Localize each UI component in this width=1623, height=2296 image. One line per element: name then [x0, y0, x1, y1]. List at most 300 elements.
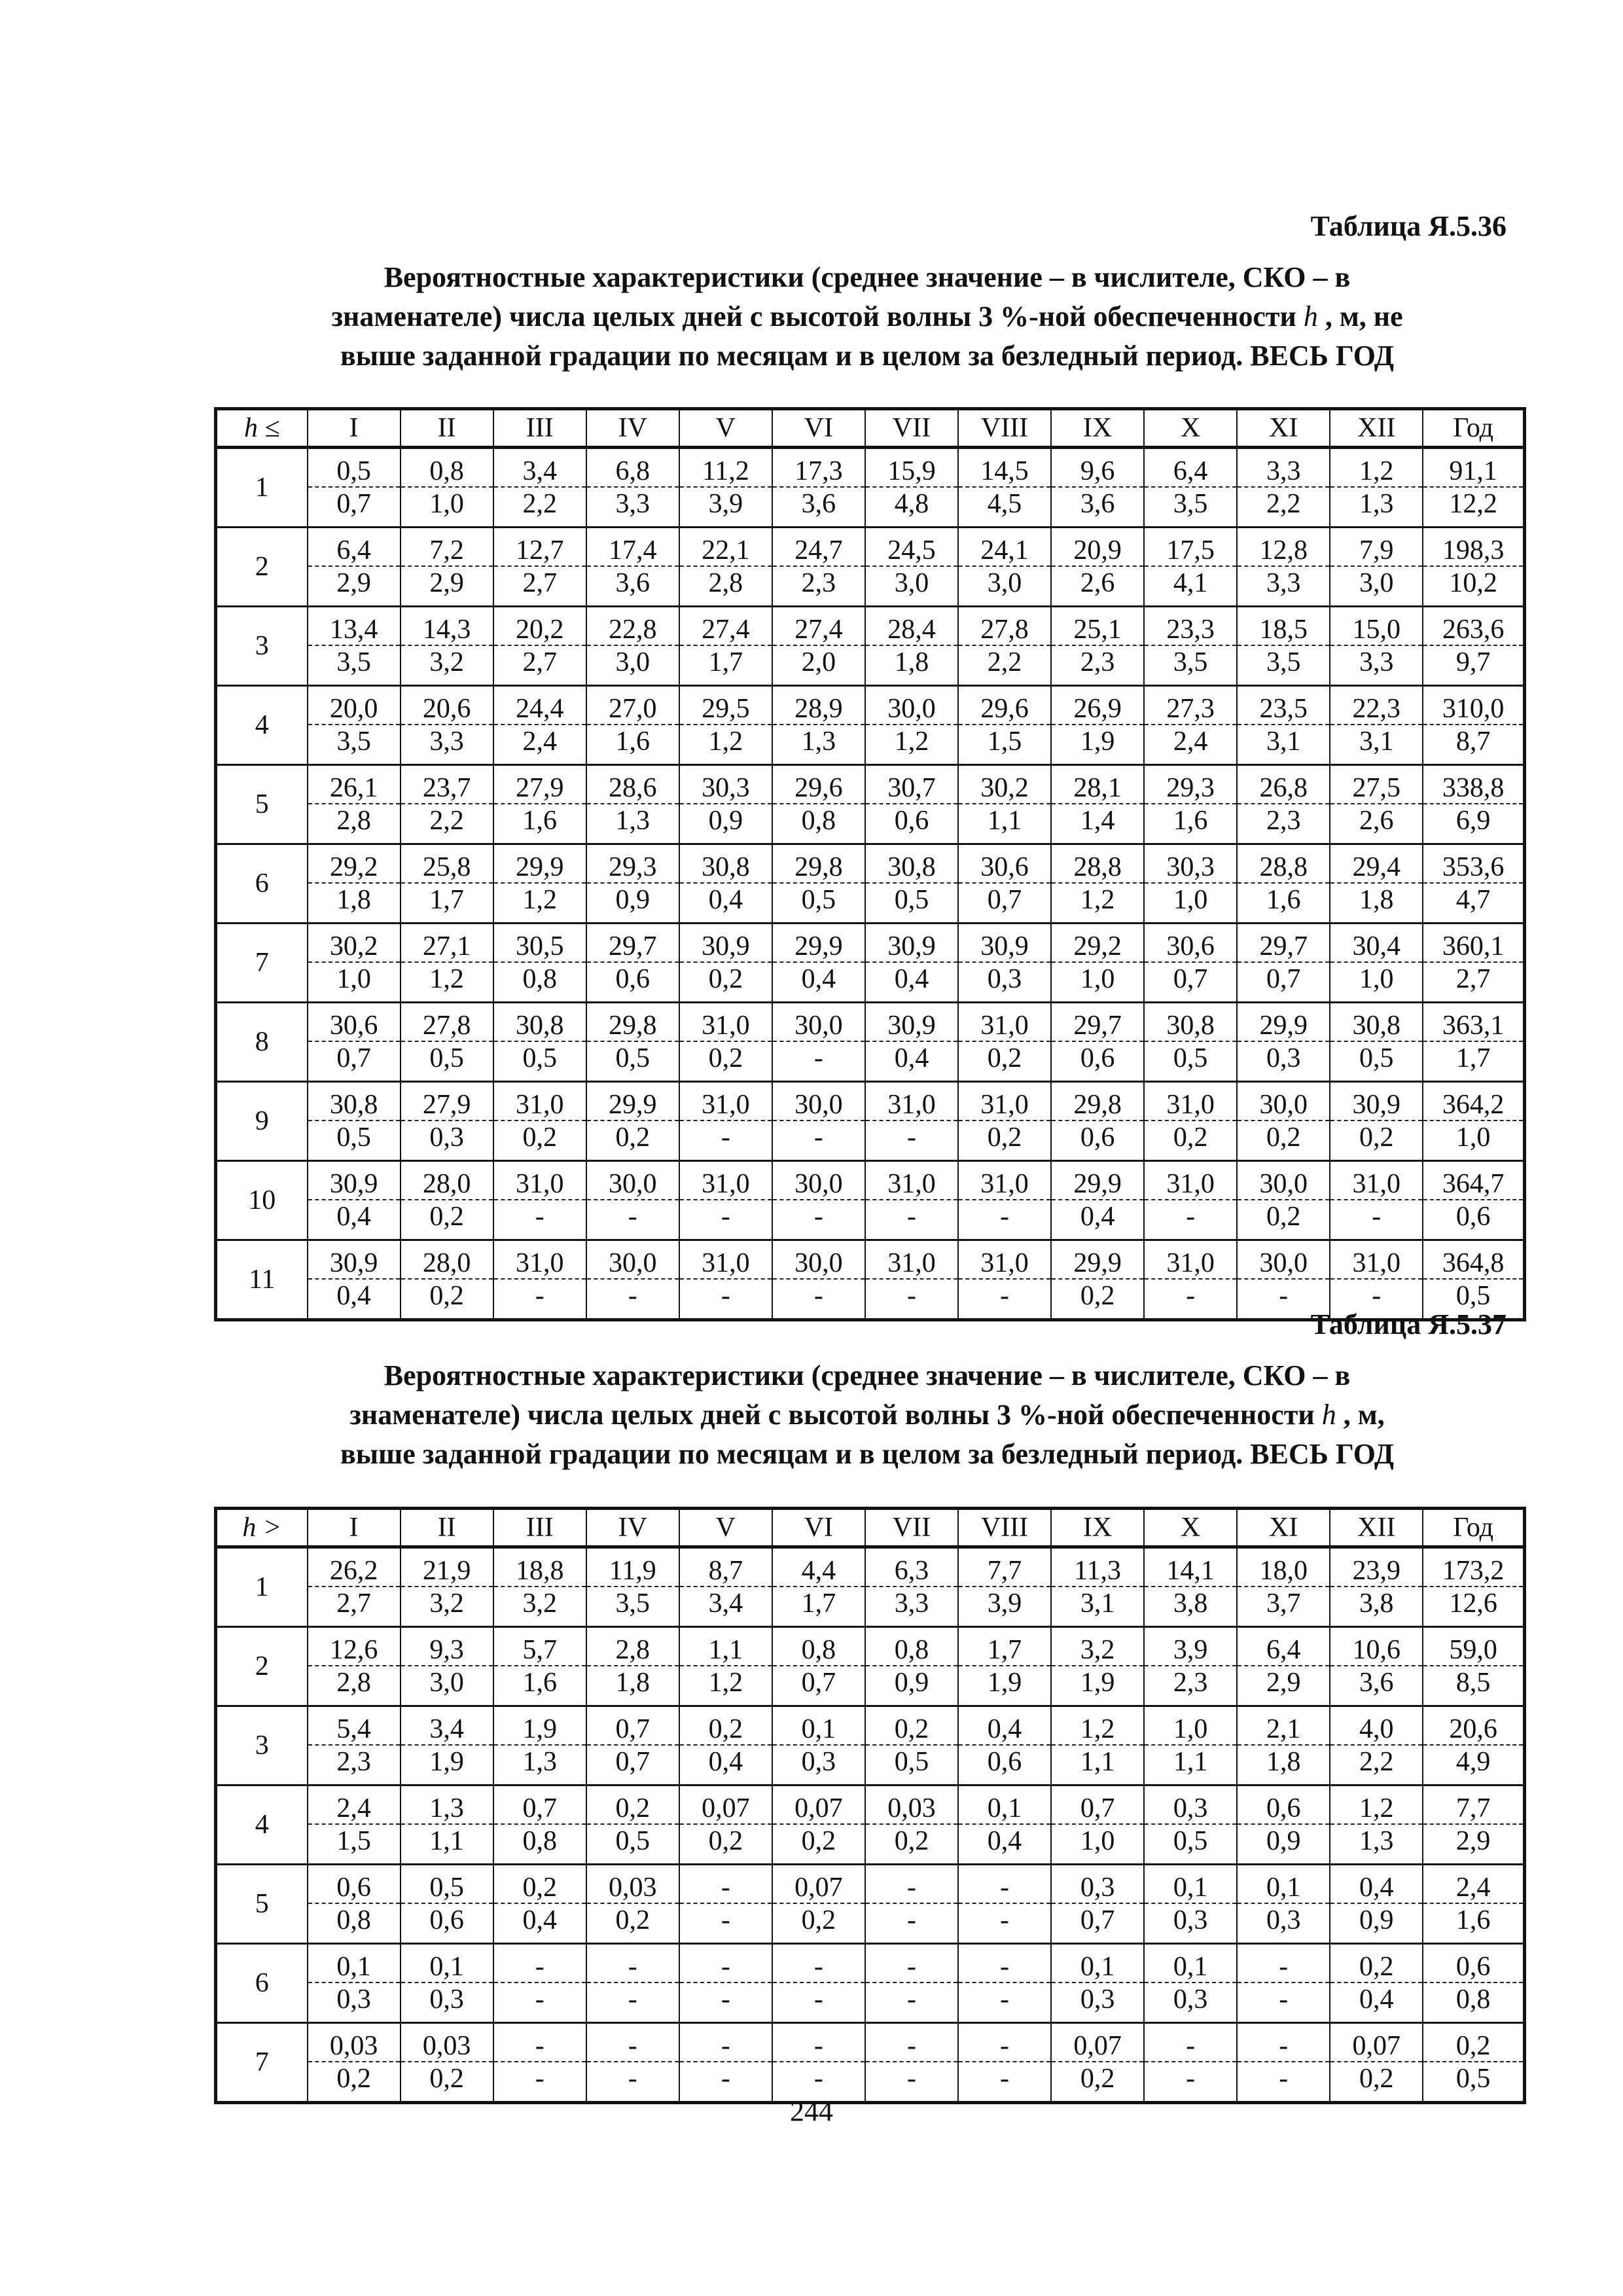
sd-value-cell: 0,2 [679, 1824, 772, 1865]
sd-value-cell: 4,8 [865, 487, 958, 528]
header-row [216, 1509, 1525, 1547]
sd-value-cell: 0,8 [772, 804, 865, 844]
mean-value-cell: - [772, 1944, 865, 1983]
mean-value-cell: 0,1 [308, 1944, 401, 1983]
table-row-mean [216, 1240, 1525, 1280]
mean-value-cell: 27,4 [772, 607, 865, 646]
column-header: III [493, 1509, 586, 1547]
sd-value-cell: 1,0 [1423, 1121, 1524, 1161]
sd-value-cell: 0,2 [493, 1121, 586, 1161]
sd-value-cell: 0,2 [401, 2062, 493, 2103]
sd-value-cell: 0,2 [1144, 1121, 1237, 1161]
sd-value-cell: 2,8 [679, 566, 772, 607]
sd-value-cell: 0,3 [1144, 1982, 1237, 2023]
sd-value-cell: 1,1 [401, 1824, 493, 1865]
sd-value-cell: 3,3 [586, 487, 679, 528]
table-row-sd [216, 1587, 1525, 1627]
mean-value-cell: - [865, 1865, 958, 1904]
mean-value-cell: 0,7 [493, 1785, 586, 1825]
mean-value-cell: 363,1 [1423, 1003, 1524, 1042]
mean-value-cell: - [1237, 1944, 1330, 1983]
sd-value-cell: - [679, 1982, 772, 2023]
mean-value-cell: 2,4 [1423, 1865, 1524, 1904]
mean-value-cell: 7,7 [1423, 1785, 1524, 1825]
sd-value-cell: 4,5 [958, 487, 1051, 528]
mean-value-cell: 29,4 [1330, 844, 1423, 884]
column-header: VIII [958, 409, 1051, 448]
sd-value-cell: 3,2 [493, 1587, 586, 1627]
mean-value-cell: 31,0 [1330, 1240, 1423, 1280]
mean-value-cell: 0,3 [1144, 1785, 1237, 1825]
mean-value-cell: 29,3 [586, 844, 679, 884]
sd-value-cell: 1,8 [308, 883, 401, 924]
mean-value-cell: - [679, 1865, 772, 1904]
mean-value-cell: 7,2 [401, 528, 493, 567]
mean-value-cell: 21,9 [401, 1547, 493, 1587]
sd-value-cell: - [1144, 2062, 1237, 2103]
mean-value-cell: 12,6 [308, 1627, 401, 1666]
sd-value-cell: - [1237, 2062, 1330, 2103]
mean-value-cell: 6,3 [865, 1547, 958, 1587]
mean-value-cell: 23,9 [1330, 1547, 1423, 1587]
mean-value-cell: 27,8 [401, 1003, 493, 1042]
mean-value-cell: 18,8 [493, 1547, 586, 1587]
mean-value-cell: 0,2 [1330, 1944, 1423, 1983]
mean-value-cell: 28,8 [1051, 844, 1144, 884]
table-row-mean [216, 1785, 1525, 1825]
mean-value-cell: 1,1 [679, 1627, 772, 1666]
sd-value-cell: 3,3 [1237, 566, 1330, 607]
sd-value-cell: 8,5 [1423, 1666, 1524, 1706]
mean-value-cell: 0,8 [772, 1627, 865, 1666]
height-cell: 6 [216, 844, 308, 924]
sd-value-cell: 0,7 [308, 487, 401, 528]
sd-value-cell: 2,3 [772, 566, 865, 607]
column-header: XII [1330, 409, 1423, 448]
sd-value-cell: 1,7 [679, 645, 772, 686]
mean-value-cell: 1,2 [1051, 1706, 1144, 1746]
mean-value-cell: 29,8 [586, 1003, 679, 1042]
mean-value-cell: 0,3 [1051, 1865, 1144, 1904]
mean-value-cell: 9,6 [1051, 448, 1144, 488]
mean-value-cell: - [958, 2023, 1051, 2062]
sd-value-cell: 3,1 [1330, 725, 1423, 765]
height-cell: 10 [216, 1161, 308, 1240]
mean-value-cell: 0,07 [772, 1785, 865, 1825]
mean-value-cell: 27,5 [1330, 765, 1423, 804]
mean-value-cell: - [865, 2023, 958, 2062]
mean-value-cell: 17,4 [586, 528, 679, 567]
sd-value-cell: 2,9 [308, 566, 401, 607]
sd-value-cell: 0,2 [679, 962, 772, 1003]
sd-value-cell: 2,4 [1144, 725, 1237, 765]
table-row-mean [216, 1944, 1525, 1983]
sd-value-cell: 1,7 [1423, 1041, 1524, 1082]
sd-value-cell: 1,6 [586, 725, 679, 765]
sd-value-cell: 8,7 [1423, 725, 1524, 765]
sd-value-cell: 0,8 [308, 1903, 401, 1944]
mean-value-cell: 0,2 [493, 1865, 586, 1904]
mean-value-cell: 31,0 [679, 1240, 772, 1280]
sd-value-cell: - [865, 1121, 958, 1161]
caption-symbol: h [1321, 1399, 1336, 1431]
sd-value-cell: 0,9 [865, 1666, 958, 1706]
mean-value-cell: 0,5 [308, 448, 401, 488]
sd-value-cell: 1,3 [1330, 487, 1423, 528]
sd-value-cell: 1,7 [772, 1587, 865, 1627]
mean-value-cell: - [586, 1944, 679, 1983]
mean-value-cell: 0,4 [958, 1706, 1051, 1746]
table-row-sd [216, 487, 1525, 528]
mean-value-cell: 14,5 [958, 448, 1051, 488]
sd-value-cell: - [679, 2062, 772, 2103]
mean-value-cell: 3,3 [1237, 448, 1330, 488]
table-row-mean [216, 765, 1525, 804]
mean-value-cell: 31,0 [865, 1082, 958, 1121]
table-row-mean [216, 1003, 1525, 1042]
mean-value-cell: 31,0 [493, 1161, 586, 1200]
table-row-sd [216, 1121, 1525, 1161]
mean-value-cell: 3,9 [1144, 1627, 1237, 1666]
mean-value-cell: 30,0 [1237, 1082, 1330, 1121]
table-caption [216, 1356, 1518, 1474]
sd-value-cell: 0,9 [586, 883, 679, 924]
mean-value-cell: 31,0 [493, 1082, 586, 1121]
mean-value-cell: 27,3 [1144, 686, 1237, 725]
mean-value-cell: 23,3 [1144, 607, 1237, 646]
sd-value-cell: 0,6 [1051, 1041, 1144, 1082]
sd-value-cell: 0,3 [1051, 1982, 1144, 2023]
caption-line: выше заданной градации по месяцам и в целом за безледный период. ВЕСЬ ГОД [340, 1438, 1395, 1470]
sd-value-cell: 3,8 [1144, 1587, 1237, 1627]
mean-value-cell: 30,2 [308, 924, 401, 963]
mean-value-cell: 30,0 [772, 1161, 865, 1200]
mean-value-cell: 30,9 [308, 1161, 401, 1200]
mean-value-cell: 0,2 [1423, 2023, 1524, 2062]
sd-value-cell: 4,7 [1423, 883, 1524, 924]
sd-value-cell: 0,2 [679, 1041, 772, 1082]
sd-value-cell: - [958, 1982, 1051, 2023]
sd-value-cell: 0,5 [308, 1121, 401, 1161]
mean-value-cell: 30,6 [958, 844, 1051, 884]
sd-value-cell: 4,9 [1423, 1745, 1524, 1785]
sd-value-cell: 1,5 [958, 725, 1051, 765]
sd-value-cell: 0,2 [1051, 2062, 1144, 2103]
mean-value-cell: 0,1 [1051, 1944, 1144, 1983]
mean-value-cell: 28,9 [772, 686, 865, 725]
mean-value-cell: 30,8 [1330, 1003, 1423, 1042]
table-row-sd [216, 1200, 1525, 1240]
sd-value-cell: 2,7 [493, 566, 586, 607]
mean-value-cell: 27,0 [586, 686, 679, 725]
sd-value-cell: 0,5 [1330, 1041, 1423, 1082]
sd-value-cell: - [772, 1121, 865, 1161]
sd-value-cell: 0,2 [958, 1121, 1051, 1161]
mean-value-cell: 29,9 [586, 1082, 679, 1121]
sd-value-cell: 2,9 [1423, 1824, 1524, 1865]
sd-value-cell: 0,2 [1051, 1279, 1144, 1320]
mean-value-cell: 20,2 [493, 607, 586, 646]
sd-value-cell: - [865, 1200, 958, 1240]
sd-value-cell: 1,8 [1237, 1745, 1330, 1785]
mean-value-cell: 14,3 [401, 607, 493, 646]
mean-value-cell: 26,2 [308, 1547, 401, 1587]
sd-value-cell: 0,5 [865, 883, 958, 924]
column-header: I [308, 1509, 401, 1547]
sd-value-cell: - [1144, 1279, 1237, 1320]
mean-value-cell: 3,4 [401, 1706, 493, 1746]
column-header: V [679, 1509, 772, 1547]
mean-value-cell: 29,2 [1051, 924, 1144, 963]
caption-line: Вероятностные характеристики (среднее значение – в числителе, СКО – в [383, 261, 1351, 293]
sd-value-cell: 0,7 [1144, 962, 1237, 1003]
height-cell: 7 [216, 924, 308, 1003]
mean-value-cell: - [679, 2023, 772, 2062]
mean-value-cell: 29,6 [772, 765, 865, 804]
sd-value-cell: 0,3 [308, 1982, 401, 2023]
sd-value-cell: 0,4 [308, 1200, 401, 1240]
height-threshold-header: h ≤ [216, 409, 308, 448]
sd-value-cell: 3,5 [586, 1587, 679, 1627]
sd-value-cell: 0,2 [865, 1824, 958, 1865]
mean-value-cell: 30,7 [865, 765, 958, 804]
mean-value-cell: 0,1 [1237, 1865, 1330, 1904]
mean-value-cell: 30,0 [1237, 1240, 1330, 1280]
column-header: X [1144, 1509, 1237, 1547]
mean-value-cell: - [679, 1944, 772, 1983]
sd-value-cell: 0,2 [1330, 1121, 1423, 1161]
mean-value-cell: 30,0 [1237, 1161, 1330, 1200]
height-cell: 7 [216, 2023, 308, 2103]
sd-value-cell: 1,2 [679, 1666, 772, 1706]
sd-value-cell: 0,3 [958, 962, 1051, 1003]
table-row-mean [216, 2023, 1525, 2062]
mean-value-cell: 24,5 [865, 528, 958, 567]
mean-value-cell: - [493, 1944, 586, 1983]
height-cell: 5 [216, 1865, 308, 1944]
sd-value-cell: 0,5 [1144, 1824, 1237, 1865]
sd-value-cell: 0,2 [772, 1824, 865, 1865]
sd-value-cell: - [958, 2062, 1051, 2103]
sd-value-cell: 2,2 [958, 645, 1051, 686]
mean-value-cell: 0,03 [865, 1785, 958, 1825]
mean-value-cell: 0,07 [679, 1785, 772, 1825]
mean-value-cell: 29,5 [679, 686, 772, 725]
mean-value-cell: 2,4 [308, 1785, 401, 1825]
sd-value-cell: 1,0 [1051, 962, 1144, 1003]
sd-value-cell: - [865, 2062, 958, 2103]
sd-value-cell: - [586, 1200, 679, 1240]
mean-value-cell: 3,2 [1051, 1627, 1144, 1666]
height-threshold-header: h > [216, 1509, 308, 1547]
sd-value-cell: 3,3 [865, 1587, 958, 1627]
mean-value-cell: 28,8 [1237, 844, 1330, 884]
sd-value-cell: 9,7 [1423, 645, 1524, 686]
mean-value-cell: 31,0 [679, 1003, 772, 1042]
mean-value-cell: 29,9 [772, 924, 865, 963]
mean-value-cell: 12,8 [1237, 528, 1330, 567]
page-number: 244 [790, 2095, 833, 2127]
sd-value-cell: 2,2 [493, 487, 586, 528]
sd-value-cell: - [493, 1200, 586, 1240]
mean-value-cell: 0,07 [1051, 2023, 1144, 2062]
mean-value-cell: 27,4 [679, 607, 772, 646]
mean-value-cell: - [1144, 2023, 1237, 2062]
sd-value-cell: 1,2 [1051, 883, 1144, 924]
sd-value-cell: 1,9 [401, 1745, 493, 1785]
sd-value-cell: 0,3 [1144, 1903, 1237, 1944]
mean-value-cell: 29,7 [1237, 924, 1330, 963]
table-row-sd [216, 566, 1525, 607]
column-header: VI [772, 1509, 865, 1547]
table-row-mean [216, 1161, 1525, 1200]
sd-value-cell: 3,1 [1051, 1587, 1144, 1627]
sd-value-cell: - [772, 2062, 865, 2103]
sd-value-cell: 6,9 [1423, 804, 1524, 844]
sd-value-cell: - [586, 2062, 679, 2103]
sd-value-cell: 0,3 [1237, 1041, 1330, 1082]
mean-value-cell: 173,2 [1423, 1547, 1524, 1587]
sd-value-cell: 1,2 [493, 883, 586, 924]
column-header: VII [865, 409, 958, 448]
mean-value-cell: 26,1 [308, 765, 401, 804]
mean-value-cell: 28,4 [865, 607, 958, 646]
table-row-sd [216, 804, 1525, 844]
mean-value-cell: - [586, 2023, 679, 2062]
mean-value-cell: 23,5 [1237, 686, 1330, 725]
table-row-sd [216, 883, 1525, 924]
mean-value-cell: 1,7 [958, 1627, 1051, 1666]
table-row-sd [216, 1666, 1525, 1706]
table-number: Таблица Я.5.37 [1310, 1308, 1507, 1340]
mean-value-cell: 0,03 [586, 1865, 679, 1904]
mean-value-cell: 0,4 [1330, 1865, 1423, 1904]
mean-value-cell: 0,07 [1330, 2023, 1423, 2062]
mean-value-cell: 27,9 [493, 765, 586, 804]
mean-value-cell: 0,8 [865, 1627, 958, 1666]
sd-value-cell: 3,8 [1330, 1587, 1423, 1627]
table-number: Таблица Я.5.36 [1310, 210, 1507, 242]
mean-value-cell: 26,8 [1237, 765, 1330, 804]
mean-value-cell: 29,8 [1051, 1082, 1144, 1121]
caption-line-tail: , м, не [1325, 300, 1403, 332]
sd-value-cell: - [493, 1279, 586, 1320]
mean-value-cell: 263,6 [1423, 607, 1524, 646]
sd-value-cell: 2,2 [401, 804, 493, 844]
column-header: IV [586, 409, 679, 448]
sd-value-cell: 1,3 [1330, 1824, 1423, 1865]
mean-value-cell: 1,3 [401, 1785, 493, 1825]
mean-value-cell: 0,6 [1423, 1944, 1524, 1983]
mean-value-cell: 29,9 [493, 844, 586, 884]
sd-value-cell: 1,0 [401, 487, 493, 528]
column-header: VIII [958, 1509, 1051, 1547]
mean-value-cell: 30,0 [586, 1240, 679, 1280]
sd-value-cell: 3,3 [1330, 645, 1423, 686]
sd-value-cell: - [958, 1279, 1051, 1320]
mean-value-cell: 29,8 [772, 844, 865, 884]
mean-value-cell: 0,1 [958, 1785, 1051, 1825]
height-cell: 4 [216, 1785, 308, 1865]
mean-value-cell: 1,9 [493, 1706, 586, 1746]
sd-value-cell: 0,4 [308, 1279, 401, 1320]
caption-line-with-symbol [216, 297, 1518, 336]
mean-value-cell: 0,2 [865, 1706, 958, 1746]
mean-value-cell: 0,2 [586, 1785, 679, 1825]
column-header: VII [865, 1509, 958, 1547]
mean-value-cell: 31,0 [679, 1082, 772, 1121]
sd-value-cell: 0,4 [679, 1745, 772, 1785]
sd-value-cell: 0,7 [586, 1745, 679, 1785]
sd-value-cell: 0,4 [1330, 1982, 1423, 2023]
sd-value-cell: 3,5 [1144, 487, 1237, 528]
sd-value-cell: - [865, 1903, 958, 1944]
sd-value-cell: 0,6 [401, 1903, 493, 1944]
table-row-mean [216, 528, 1525, 567]
table-row-mean [216, 844, 1525, 884]
column-header: IX [1051, 1509, 1144, 1547]
mean-value-cell: 30,5 [493, 924, 586, 963]
sd-value-cell: 3,5 [308, 725, 401, 765]
mean-value-cell: 30,6 [1144, 924, 1237, 963]
sd-value-cell: 0,7 [958, 883, 1051, 924]
sd-value-cell: 2,8 [308, 1666, 401, 1706]
sd-value-cell: 0,2 [401, 1279, 493, 1320]
table-row-sd [216, 962, 1525, 1003]
mean-value-cell: 31,0 [1144, 1082, 1237, 1121]
sd-value-cell: 2,2 [1330, 1745, 1423, 1785]
mean-value-cell: 23,7 [401, 765, 493, 804]
mean-value-cell: 11,9 [586, 1547, 679, 1587]
mean-value-cell: 20,6 [1423, 1706, 1524, 1746]
mean-value-cell: 31,0 [958, 1082, 1051, 1121]
sd-value-cell: 0,4 [772, 962, 865, 1003]
mean-value-cell: 59,0 [1423, 1627, 1524, 1666]
mean-value-cell: 8,7 [679, 1547, 772, 1587]
sd-value-cell: 3,0 [865, 566, 958, 607]
mean-value-cell: 29,9 [1051, 1240, 1144, 1280]
sd-value-cell: 0,6 [586, 962, 679, 1003]
sd-value-cell: 1,3 [586, 804, 679, 844]
mean-value-cell: 18,0 [1237, 1547, 1330, 1587]
mean-value-cell: 0,6 [1237, 1785, 1330, 1825]
sd-value-cell: 2,0 [772, 645, 865, 686]
mean-value-cell: 30,8 [308, 1082, 401, 1121]
sd-value-cell: - [1237, 1279, 1330, 1320]
column-header: Год [1423, 409, 1524, 448]
table-row-sd [216, 1824, 1525, 1865]
sd-value-cell: 0,7 [1051, 1903, 1144, 1944]
table-row-mean [216, 1865, 1525, 1904]
sd-value-cell: 3,9 [679, 487, 772, 528]
sd-value-cell: - [679, 1279, 772, 1320]
mean-value-cell: 31,0 [1144, 1240, 1237, 1280]
sd-value-cell: 0,9 [1237, 1824, 1330, 1865]
caption-line-text: знаменателе) числа целых дней с высотой волны 3 %-ной обеспеченности [349, 1399, 1315, 1431]
mean-value-cell: 29,9 [1051, 1161, 1144, 1200]
sd-value-cell: 0,5 [1423, 2062, 1524, 2103]
mean-value-cell: 2,8 [586, 1627, 679, 1666]
sd-value-cell: 3,5 [1144, 645, 1237, 686]
mean-value-cell: 15,0 [1330, 607, 1423, 646]
sd-value-cell: - [865, 1982, 958, 2023]
sd-value-cell: 3,0 [1330, 566, 1423, 607]
sd-value-cell: 3,3 [401, 725, 493, 765]
mean-value-cell: 353,6 [1423, 844, 1524, 884]
sd-value-cell: 0,4 [493, 1903, 586, 1944]
sd-value-cell: 2,3 [1144, 1666, 1237, 1706]
table-caption [216, 258, 1518, 376]
